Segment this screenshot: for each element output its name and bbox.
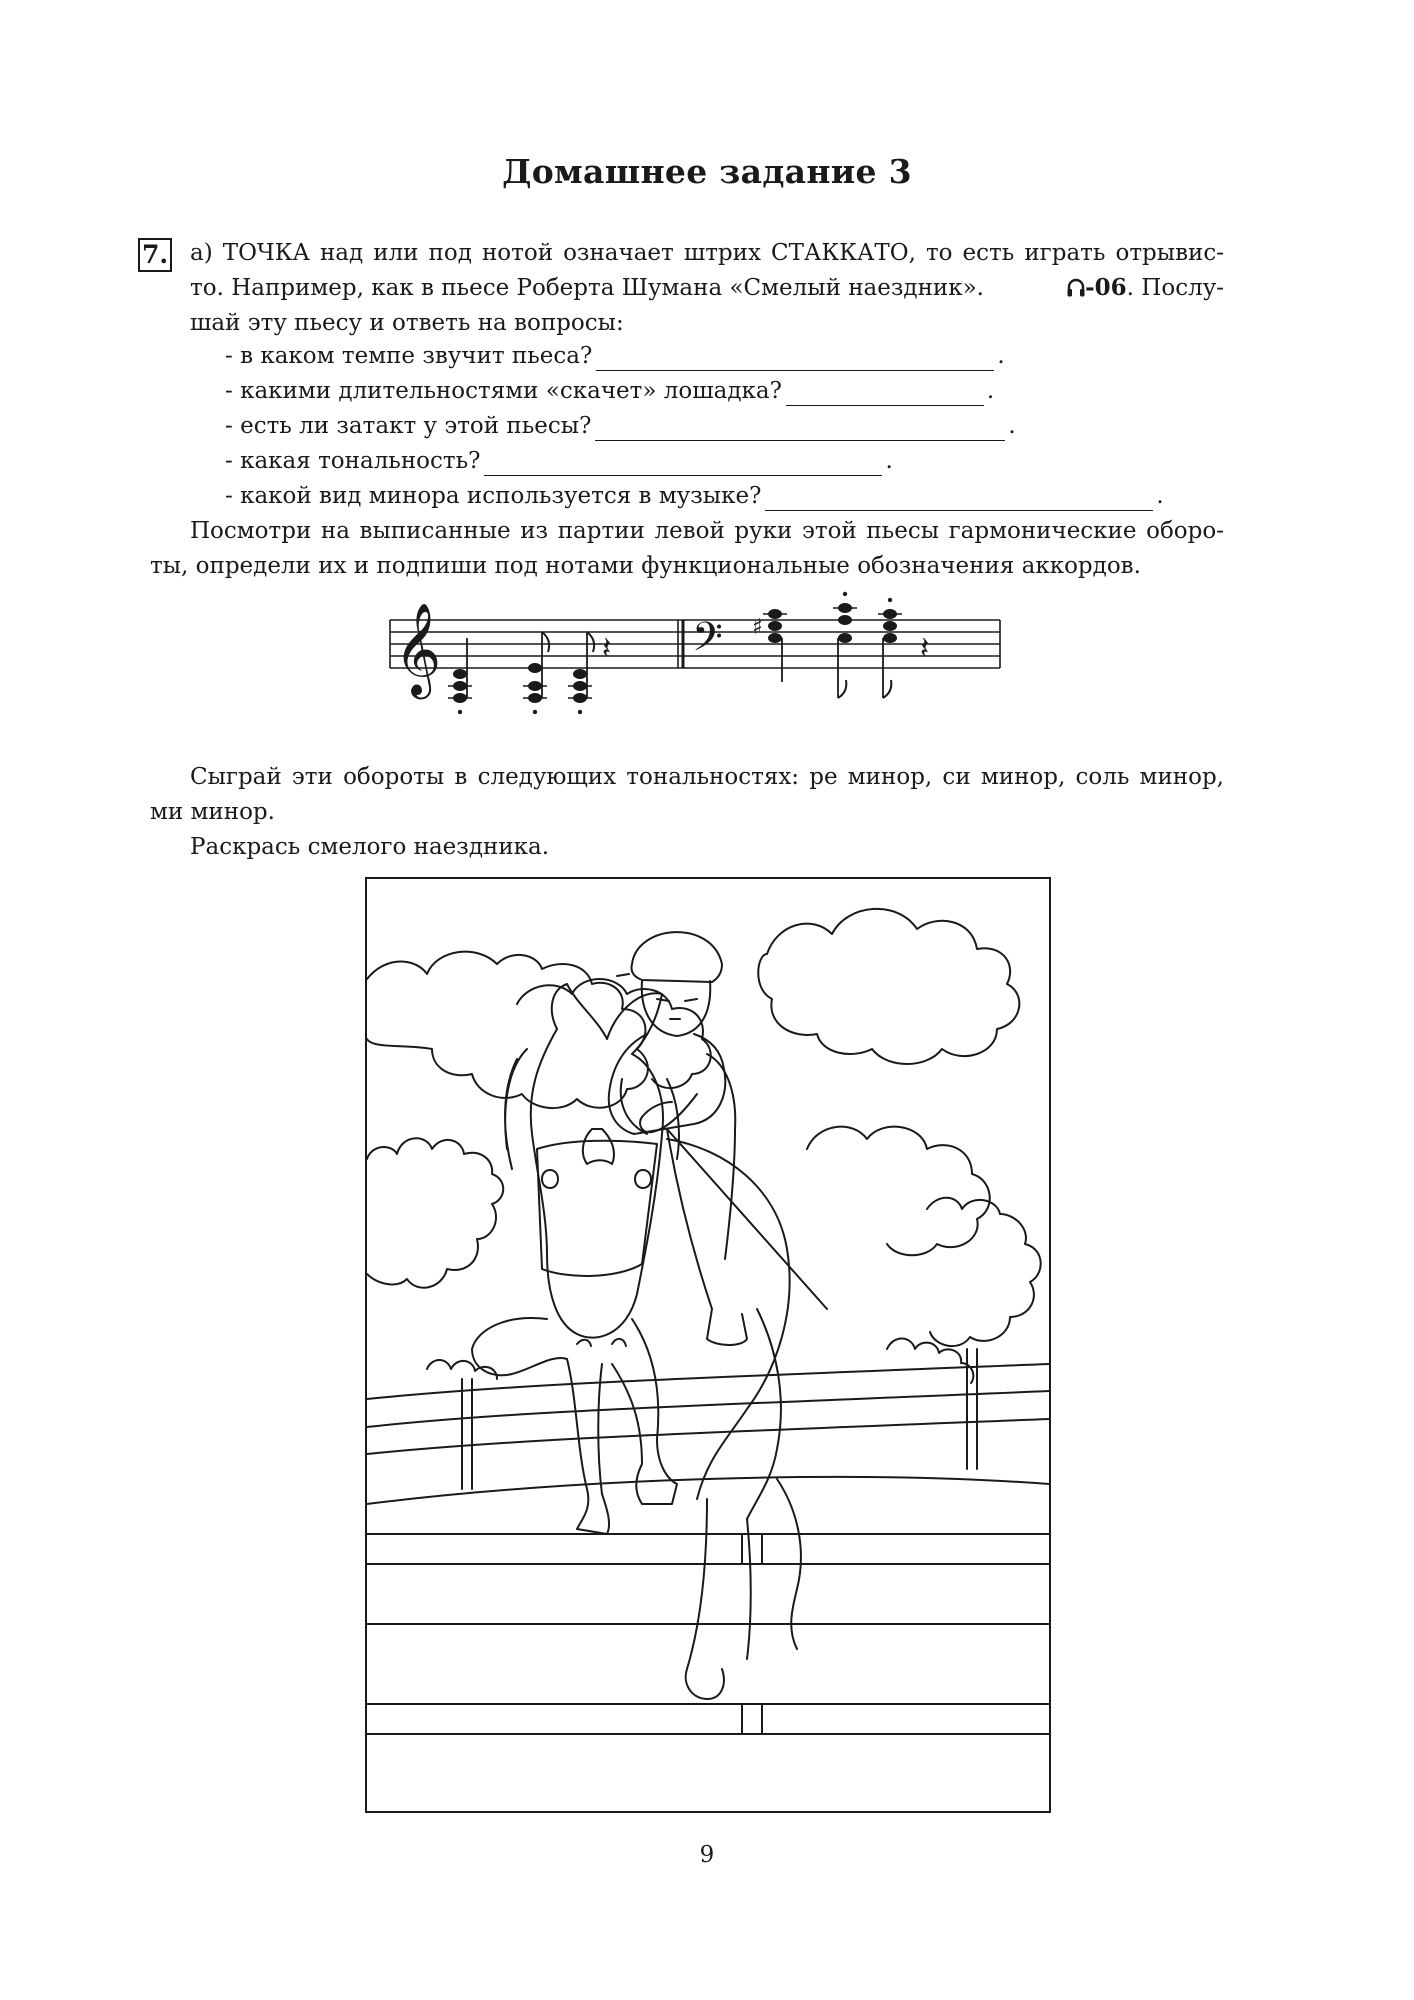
question-5-end: . [1156, 483, 1164, 509]
question-3-text: - есть ли затакт у этой пьесы? [225, 413, 592, 439]
intro-line-2-end: . Послу- [1126, 275, 1224, 301]
coloring-illustration [365, 877, 1051, 1813]
question-5 [225, 481, 1164, 511]
question-4 [225, 446, 893, 476]
horse-eyes [542, 1170, 651, 1188]
rest-1-icon: 𝄽 [602, 631, 612, 666]
music-notation [380, 590, 1010, 740]
rider-body [609, 1034, 747, 1345]
ground-curve [367, 1477, 1049, 1504]
riding-crop [667, 1129, 827, 1309]
treeline-left [367, 1138, 503, 1287]
helmet [617, 932, 722, 982]
intro-line-1: а) ТОЧКА над или под нотой означает штрих СТАККАТО, то есть играть отрывис- [190, 240, 1224, 266]
answer-line-1[interactable] [596, 348, 994, 371]
question-1-end: . [997, 343, 1005, 369]
answer-line-2[interactable] [786, 383, 984, 406]
harmony-line-1: Посмотри на выписанные из партии левой руки этой пьесы гармонические оборо- [190, 518, 1224, 544]
sharp-icon: ♯ [752, 615, 763, 640]
intro-line-2-text: то. Например, как в пьесе Роберта Шумана «Смелый наездник». [190, 275, 984, 301]
fence-bottom-rail [367, 1419, 1049, 1454]
chord-6 [878, 598, 902, 698]
play-line-1: Сыграй эти обороты в следующих тональностях: ре минор, си минор, соль минор, [190, 764, 1224, 790]
answer-line-4[interactable] [484, 453, 882, 476]
play-line-2: ми минор. [150, 799, 275, 825]
audio-track: -06 [1085, 274, 1127, 301]
fence-top-rail [367, 1364, 1049, 1399]
audio-reference [1067, 273, 1224, 306]
harmony-line-2: ты, определи их и подпиши под нотами функциональные обозначения аккордов. [150, 553, 1141, 579]
question-1 [225, 341, 1005, 371]
question-1-text: - в каком темпе звучит пьеса? [225, 343, 593, 369]
jump-top-rail [367, 1534, 1049, 1564]
rest-2-icon: 𝄽 [920, 631, 930, 666]
chord-1 [448, 638, 472, 714]
horse-rider-drawing [367, 879, 1049, 1811]
bushes [427, 1339, 973, 1384]
question-3-end: . [1008, 413, 1016, 439]
intro-line-3: шай эту пьесу и ответь на вопросы: [190, 310, 624, 336]
question-4-text: - какая тональность? [225, 448, 481, 474]
horse-hind-legs [686, 1499, 751, 1699]
chord-5 [833, 592, 857, 698]
jump-bottom-rail [367, 1704, 1049, 1734]
horse-blaze [583, 1129, 614, 1164]
page-number: 9 [699, 1842, 715, 1868]
cloud-right-lower [807, 1127, 990, 1256]
bass-clef-icon: 𝄢 [692, 614, 723, 670]
page-title: Домашнее задание 3 [502, 152, 912, 191]
horse-front-legs [472, 1318, 677, 1534]
color-instruction: Раскрась смелого наездника. [190, 834, 550, 860]
question-2 [225, 376, 994, 406]
treeline-right [927, 1198, 1041, 1346]
intro-line-2 [190, 273, 1224, 306]
answer-line-3[interactable] [595, 418, 1005, 441]
question-3 [225, 411, 1016, 441]
question-2-text: - какими длительностями «скачет» лошадка? [225, 378, 782, 404]
horse-body [667, 1139, 790, 1519]
cloud-right [758, 909, 1019, 1064]
question-2-end: . [986, 378, 995, 404]
headphones-icon [1067, 276, 1085, 306]
treble-clef-icon: 𝄞 [394, 602, 442, 695]
fence-mid-rail [367, 1391, 1049, 1427]
horse-nostrils [577, 1339, 626, 1346]
question-4-end: . [885, 448, 893, 474]
question-5-text: - какой вид минора используется в музыке? [225, 483, 762, 509]
answer-line-5[interactable] [765, 488, 1153, 511]
task-number: 7. [138, 238, 172, 272]
